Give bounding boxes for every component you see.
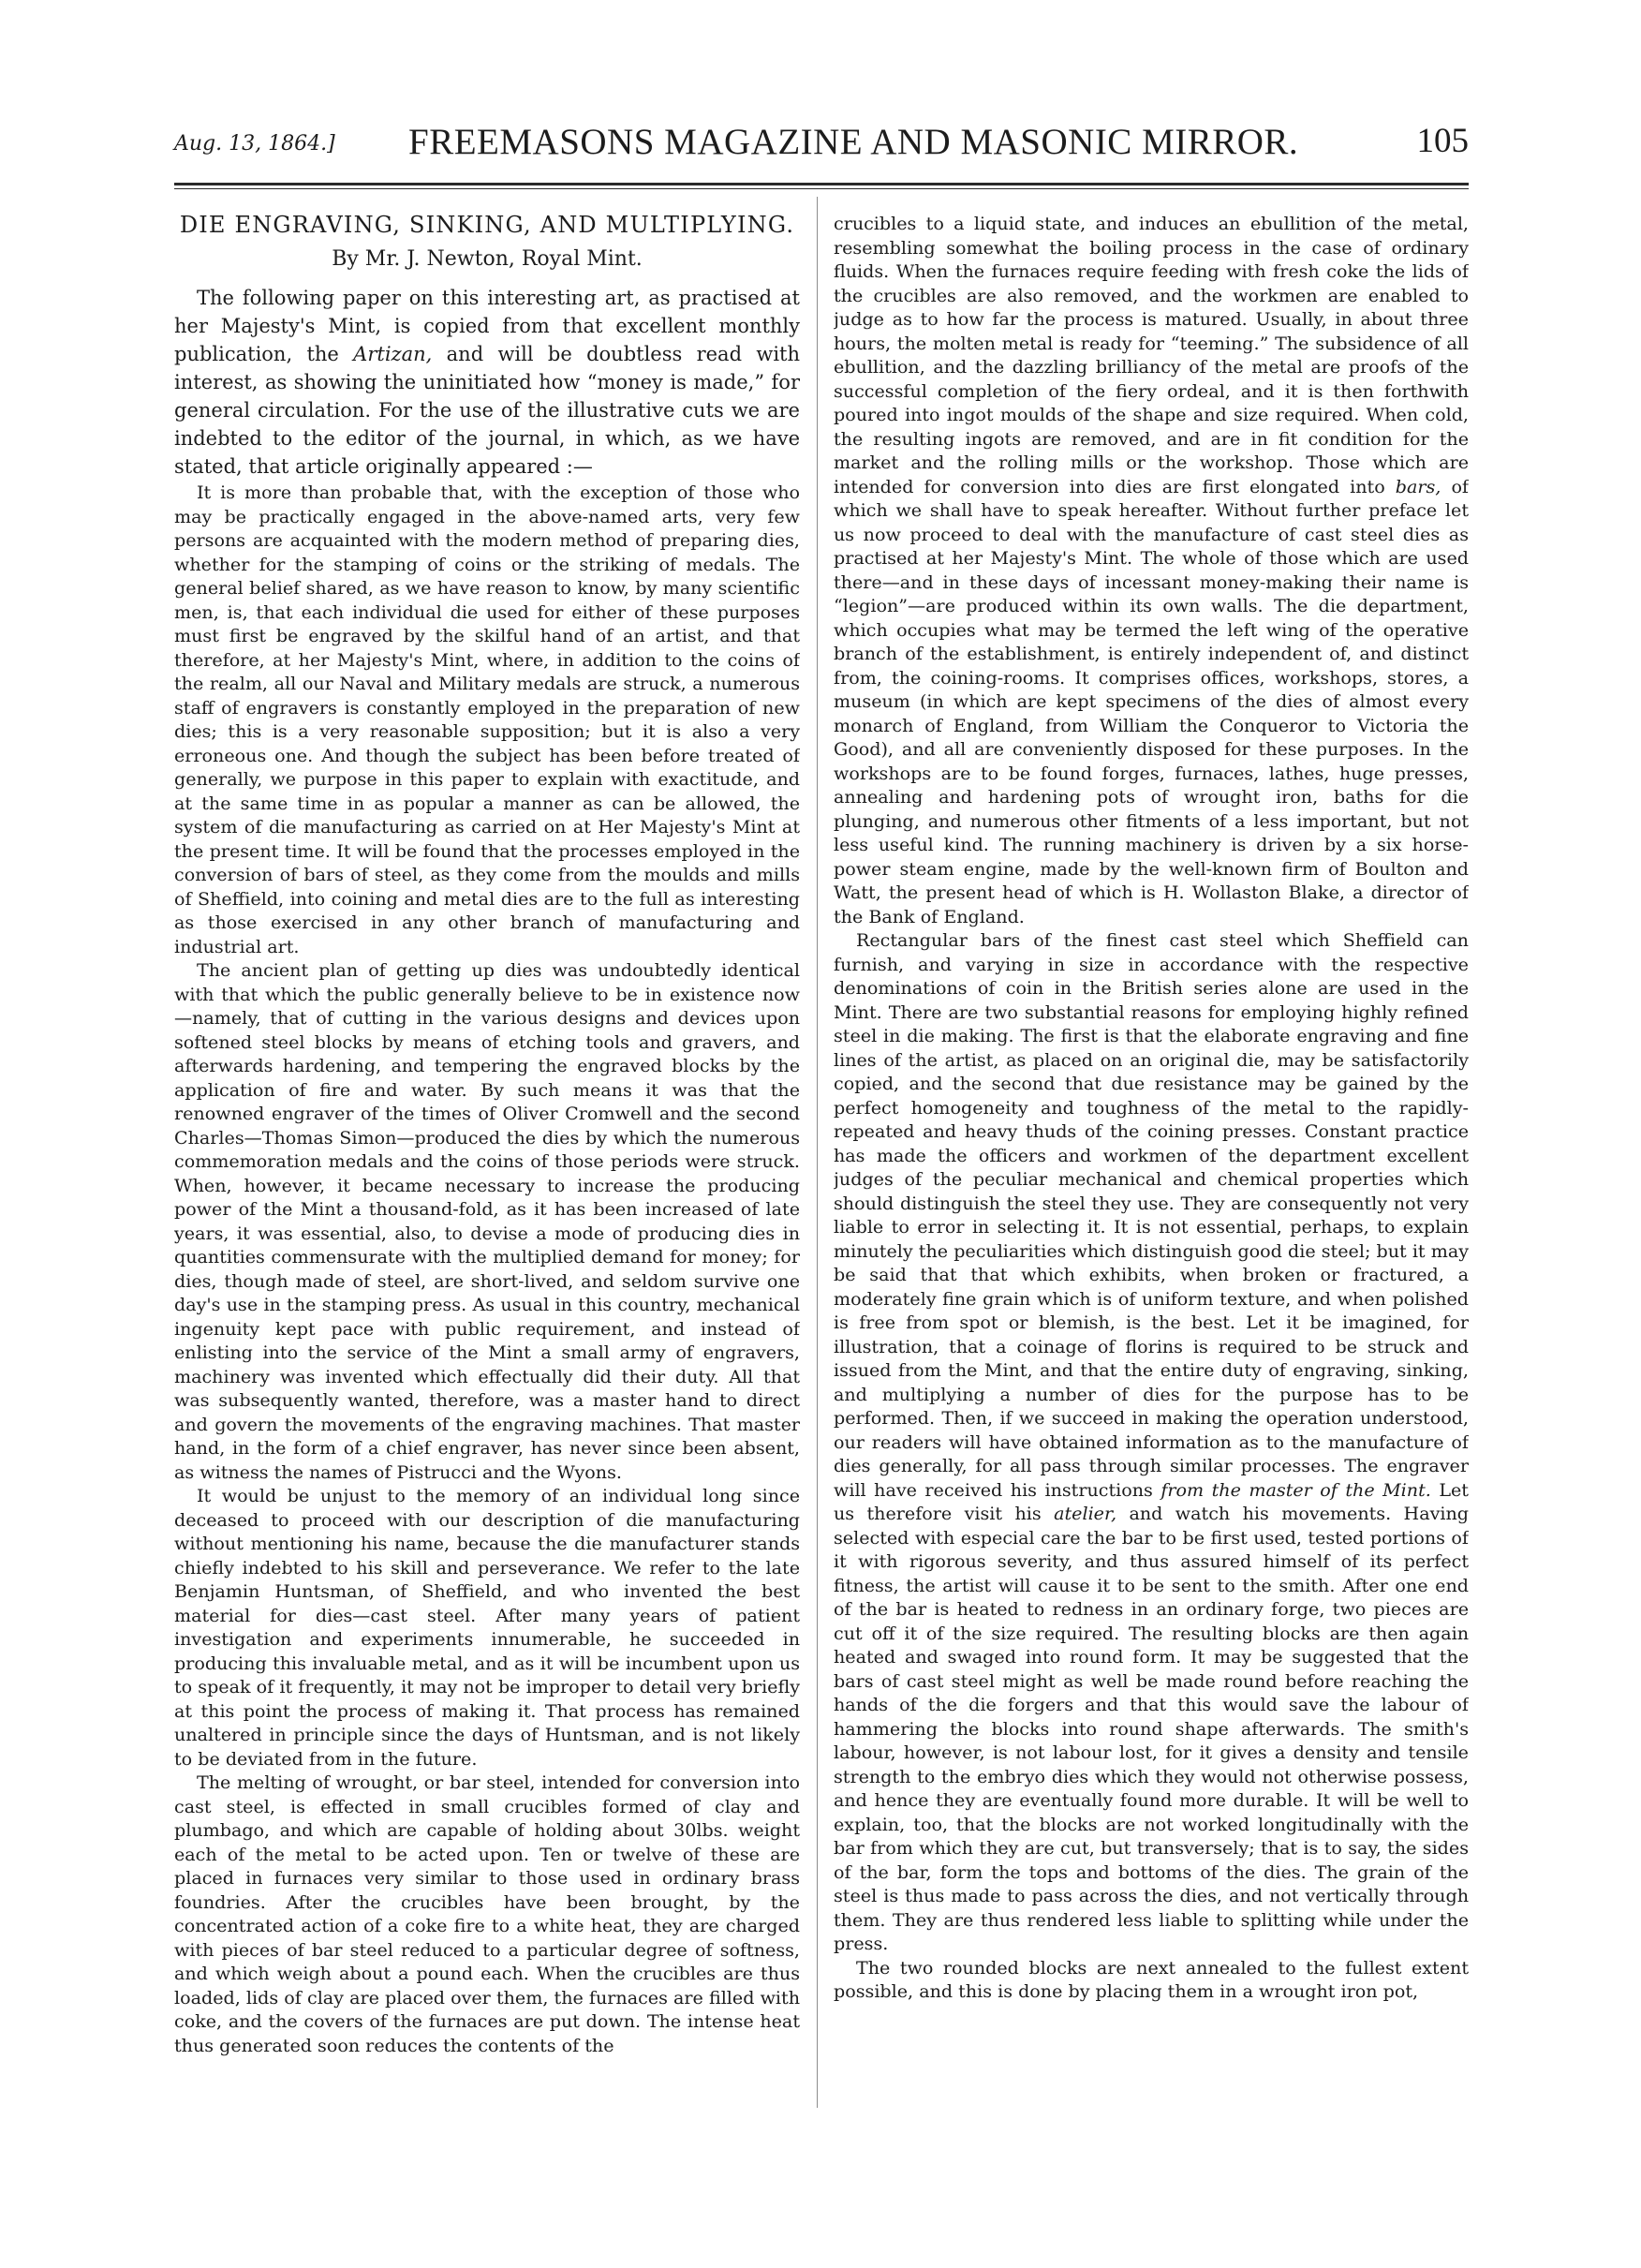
paragraph-body [834, 928, 1469, 1956]
paragraph-body: It is more than probable that, with the exception of those who may be practically engaged in the above-named arts, very few persons are acquainted with the modern method of preparing dies, whether for the stamping of coins or the striking of medals. The general belief shared, as we have reason to know, by many scientific men, is, that each individual die used for either of these purposes must first be engraved by the skilful hand of an artist, and that therefore, at her Majesty's Mint, where, in addition to the coins of the realm, all our Naval and Military medals are struck, a numerous staff of engravers is constantly employed in the preparation of new dies; this is a very reasonable supposition; but it is also a very erroneous one. And though the subject has been before treated of generally, we purpose in this paper to explain with exactitude, and at the same time in as popular a manner as can be allowed, the system of die manufacturing as carried on at Her Majesty's Mint at the present time. It will be found that the processes employed in the conversion of bars of steel, as they come from the moulds and mills of Sheffield, into coining and metal dies are to the full as interesting as those exercised in any other branch of manufacturing and industrial art. [174, 482, 800, 957]
paragraph-body: The ancient plan of getting up dies was undoubtedly identical with that which the public generally believe to be in existence now—namely, that of cutting in the various designs and devices upon softened steel blocks by means of etching tools and gravers, and afterwards hardening, and tempering the engraved blocks by the application of fire and water. By such means it was that the renowned engraver of the times of Oliver Cromwell and the second Charles—Thomas Simon—produced the dies by which the numerous commemoration medals and the coins of those periods were struck. When, however, it became necessary to increase the producing power of the Mint a thousand-fold, as it has been increased of late years, it was essential, also, to devise a mode of producing dies in quantities commensurate with the multiplied demand for money; for dies, though made of steel, are short-lived, and seldom survive one day's use in the stamping press. As usual in this country, mechanical ingenuity kept pace with public requirement, and instead of enlisting into the service of the Mint a small army of engravers, machinery was invented which effectually did their duty. All that was subsequently wanted, therefore, was a master hand to direct and govern the movements of the engraving machines. That master hand, in the form of a chief engraver, has never since been absent, as witness the names of Pistrucci and the Wyons. [174, 959, 800, 1483]
article-title: DIE ENGRAVING, SINKING, AND MULTIPLYING. [179, 212, 795, 238]
intro-text-b: and will be doubtless read with interest, as showing the uninitiated how “money is made,” for general circulation. For the use of the illustrative cuts we are indebted to the editor of the journal, in which, as we have stated, that article originally appeared :— [174, 343, 800, 478]
masthead-title: FREEMASONS MAGAZINE AND MASONIC MIRROR. [408, 122, 1299, 162]
para-text-a: crucibles to a liquid state, and induces an ebullition of the metal, resembling somewhat the boiling process in the case of ordinary fluids. When the furnaces require feeding with fresh coke the lids of the crucibles are also removed, and the workmen are enabled to judge as to how far the process is matured. Usually, in about three hours, the molten metal is ready for “teeming.” The subsidence of all ebullition, and the dazzling brilliancy of the metal are proofs of the successful completion of the fiery ordeal, and it is then forthwith poured into ingot moulds of the shape and size required. When cold, the resulting ingots are removed, and are in fit condition for the market and the rolling mills or the workshop. Those which are intended for conversion into dies are first elongated into [834, 213, 1469, 497]
paragraph-body: The two rounded blocks are next annealed to the fullest extent possible, and this is done by placing them in a wrought iron pot, [834, 1956, 1469, 2002]
issue-date: Aug. 13, 1864.] [174, 132, 335, 156]
page-number: 105 [1416, 122, 1469, 160]
left-column [174, 210, 800, 2102]
paragraph-body: It would be unjust to the memory of an individual long since deceased to proceed with our description of die manufacturing without mentioning his name, because the die manufacturer stands chiefly indebted to his skill and perseverance. We refer to the late Benjamin Huntsman, of Sheffield, and who invented the best material for dies—cast steel. After many years of patient investigation and experiments innumerable, he succeeded in producing this invaluable metal, and as it will be incumbent upon us to speak of it frequently, it may not be improper to detail very briefly at this point the process of making it. That process has remained unaltered in principle since the days of Huntsman, and is not likely to be deviated from in the future. [174, 1485, 800, 1770]
header-rule-thick [174, 183, 1469, 185]
para-em-master: from the master of the Mint. [1161, 1478, 1431, 1501]
para-em-bars: bars, [1395, 475, 1441, 497]
header-rule-thin [174, 188, 1469, 189]
intro-publication-name: Artizan, [353, 343, 433, 365]
article-byline: By Mr. J. Newton, Royal Mint. [332, 246, 643, 271]
para-text-a: Rectangular bars of the finest cast steel which Sheffield can furnish, and varying in size in accordance with the respective denominations of coin in the British series alone are used in the Mint. There are two substantial reasons for employing highly refined steel in die making. The first is that the elaborate engraving and fine lines of the artist, as placed on an original die, may be satisfactorily copied, and the second that due resistance may be gained by the perfect homogeneity and toughness of the metal to the rapidly-repeated and heavy thuds of the coining presses. Constant practice has made the officers and workmen of the department excellent judges of the peculiar mechanical and chemical properties which should distinguish the steel they use. They are consequently not very liable to error in selecting it. It is not essential, perhaps, to explain minutely the peculiarities which distinguish good die steel; but it may be said that that which exhibits, when broken or fractured, a moderately fine grain which is of uniform texture, and when polished is free from spot or blemish, is the best. Let it be imagined, for illustration, that a coinage of florins is required to be struck and issued from the Mint, and that the entire duty of engraving, sinking, and multiplying a number of dies for the purpose has to be performed. Then, if we succeed in making the operation understood, our readers will have obtained information as to the manufacture of dies generally, for all pass through similar processes. The engraver will have received his instructions [834, 929, 1469, 1501]
paragraph-intro [174, 284, 800, 481]
paragraph-body: The melting of wrought, or bar steel, intended for conversion into cast steel, is effected in small crucibles formed of clay and plumbago, and which are capable of holding about 30lbs. weight each of the metal to be acted upon. Ten or twelve of these are placed in furnaces very similar to those used in ordinary brass foundries. After the crucibles have been brought, by the concentrated action of a coke fire to a white heat, they are charged with pieces of bar steel reduced to a particular degree of softness, and which weigh about a pound each. When the crucibles are thus loaded, lids of clay are placed over them, the furnaces are filled with coke, and the covers of the furnaces are put down. The intense heat thus generated soon reduces the contents of the [174, 1771, 800, 2056]
right-column [834, 212, 1469, 2104]
para-text-b: of which we shall have to speak hereafter. Without further preface let us now proceed to deal with the manufacture of cast steel dies as practised at her Majesty's Mint. The whole of those which are used there—and in these days of incessant money-making their name is “legion”—are produced within its own walls. The die department, which occupies what may be termed the left wing of the operative branch of the establishment, is entirely independent of, and distinct from, the coining-rooms. It comprises offices, workshops, stores, a museum (in which are kept specimens of the dies of almost every monarch of England, from William the Conqueror to Victoria the Good), and all are conveniently disposed for these purposes. In the workshops are to be found forges, furnaces, lathes, huge presses, annealing and hardening pots of wrought iron, baths for die plunging, and numerous other fitments of a less important, but not less useful kind. The running machinery is driven by a six horse-power steam engine, made by the well-known firm of Boulton and Watt, the present head of which is H. Wollaston Blake, a director of the Bank of England. [834, 475, 1469, 927]
para-text-c: and watch his movements. Having selected with especial care the bar to be first used, tested portions of it with rigorous severity, and thus assured himself of its perfect fitness, the artist will cause it to be sent to the smith. After one end of the bar is heated to redness in an ordinary forge, two pieces are cut off it of the size required. The resulting blocks are then again heated and swaged into round form. It may be suggested that the bars of cast steel might as well be made round before reaching the hands of the die forgers and that this would save the labour of hammering the blocks into round shape afterwards. The smith's labour, however, is not labour lost, for it gives a density and tensile strength to the embryo dies which they would not otherwise possess, and hence they are eventually found more durable. It will be well to explain, too, that the blocks are not worked longitudinally with the bar from which they are cut, but transversely; that is to say, the sides of the bar, form the tops and bottoms of the dies. The grain of the steel is thus made to pass across the dies, and not vertically through them. They are thus rendered less liable to splitting while under the press. [834, 1503, 1469, 1954]
intro-text-a: The following paper on this interesting art, as practised at her Majesty's Mint, is copied from that excellent monthly publication, the [174, 287, 800, 365]
para-em-atelier: atelier, [1054, 1503, 1117, 1524]
paragraph-continued [834, 212, 1469, 928]
page-header [174, 117, 1469, 173]
para-text-b: Let us therefore visit his [834, 1478, 1469, 1524]
column-divider [817, 197, 818, 2108]
